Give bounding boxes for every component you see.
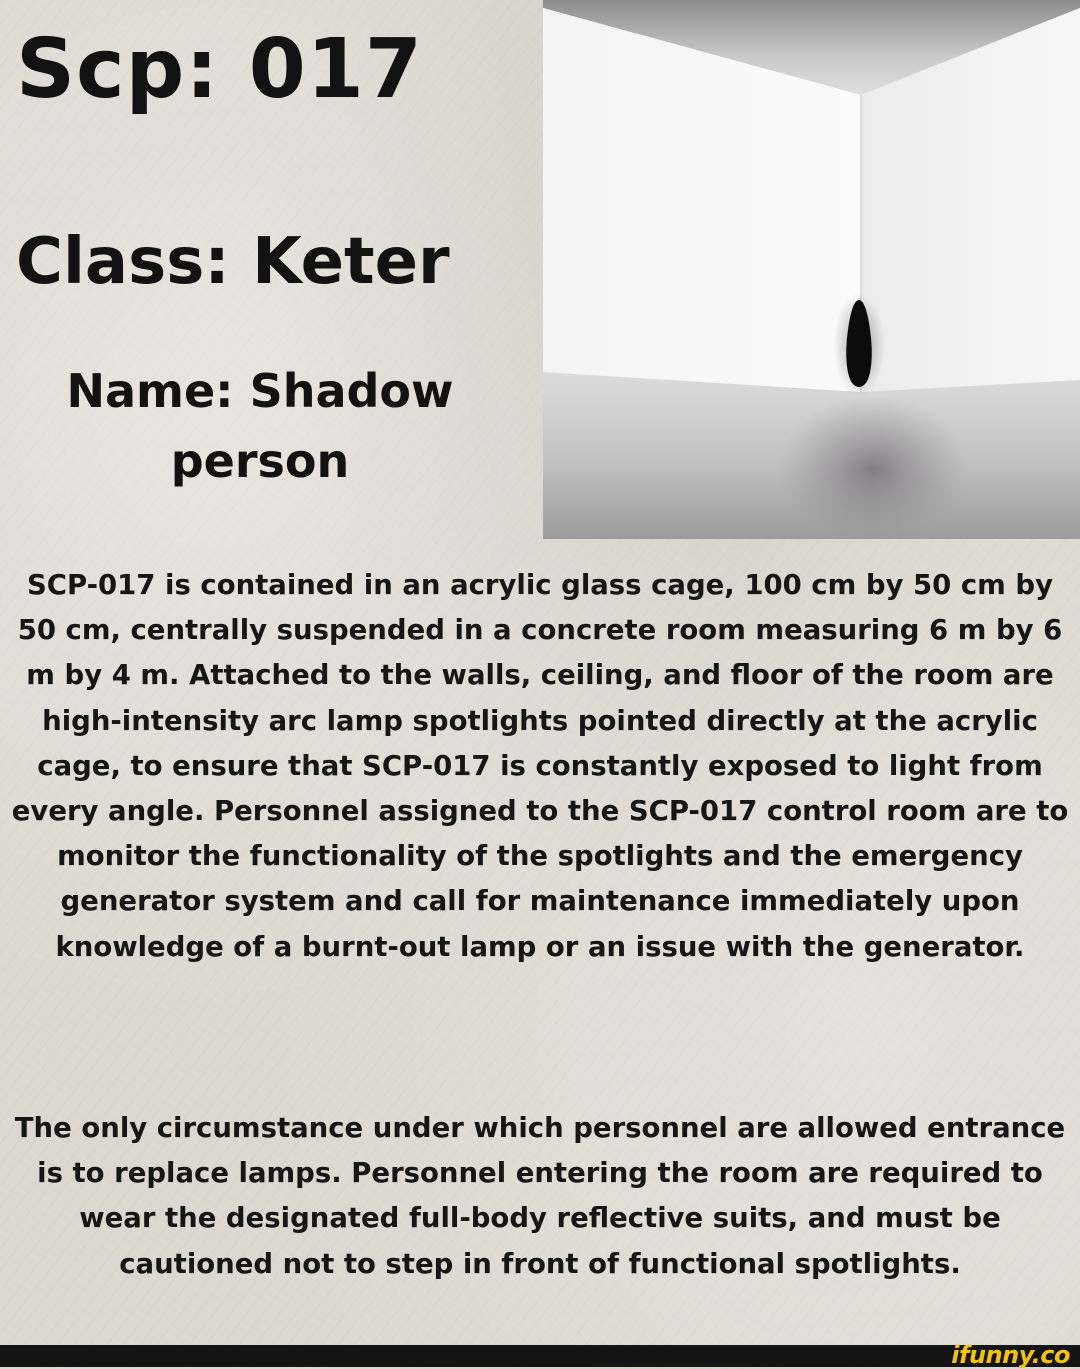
scp-number-heading: Scp: 017 [16,22,423,117]
footer-bar [0,1345,1080,1367]
object-class-heading: Class: Keter [16,225,450,299]
description-paragraph-personnel: The only circumstance under which personnel are allowed entrance is to replace lamps. Personnel entering the room are required to wear the designated full-body reflective suits, and must be cautioned not to step in front of functional spotlights. [14,1112,1066,1280]
description-paragraph-containment: SCP-017 is contained in an acrylic glass cage, 100 cm by 50 cm by 50 cm, centrally suspended in a concrete room measuring 6 m by 6 m by 4 m. Attached to the walls, ceiling, and floor of the room are high-intensity arc lamp spotlights pointed directly at the acrylic cage, to ensure that SCP-017 is constantly exposed to light from every angle. Personnel assigned to the SCP-017 control room are to monitor the functionality of the spotlights and the emergency generator system and call for maintenance immediately upon knowledge of a burnt-out lamp or an issue with the generator. [11,569,1069,963]
shadow-figure-photo [543,0,1080,539]
ifunny-watermark: ifunny.co [951,1341,1070,1369]
object-name-heading: Name: Shadow person [66,364,454,488]
